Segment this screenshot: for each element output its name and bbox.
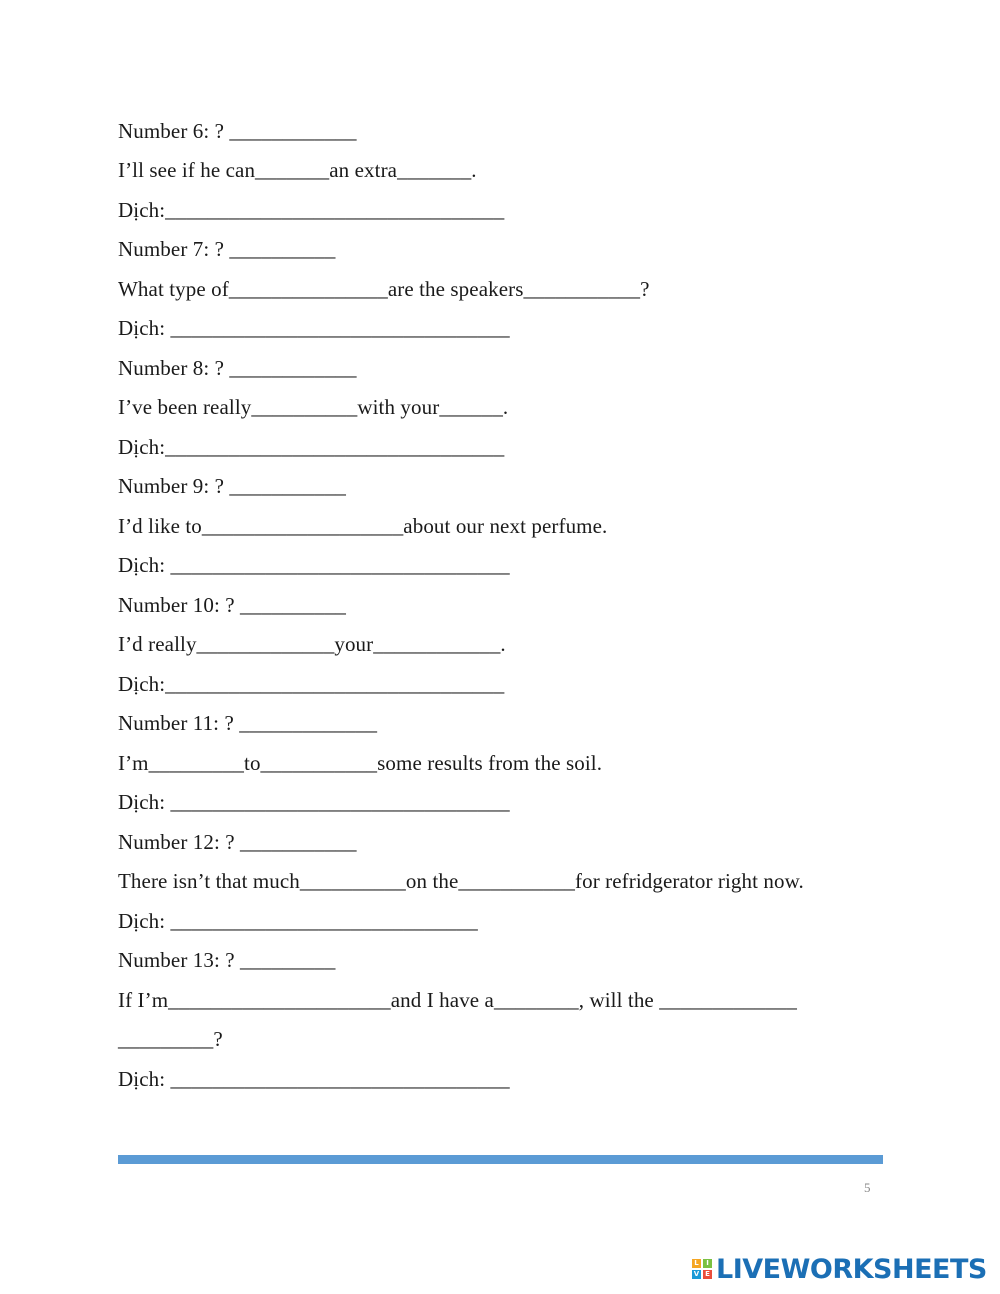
logo-letter-e: E: [703, 1270, 712, 1279]
question-header: Number 6: ? ____________: [118, 119, 357, 143]
liveworksheets-logo: [692, 1254, 987, 1284]
translation-line: Dịch: ________________________________: [118, 1067, 510, 1091]
question-header: Number 12: ? ___________: [118, 830, 357, 854]
translation-line: Dịch:________________________________: [118, 198, 505, 222]
translation-line: Dịch:________________________________: [118, 435, 505, 459]
logo-mark-icon: [692, 1259, 712, 1279]
translation-line: Dịch: ________________________________: [118, 316, 510, 340]
question-header: Number 10: ? __________: [118, 593, 347, 617]
translation-line: Dịch: ________________________________: [118, 553, 510, 577]
sentence-prompt: I’ve been really__________with your______.: [118, 395, 509, 419]
sentence-prompt: I’ll see if he can_______an extra_______.: [118, 158, 477, 182]
sentence-prompt: What type of_______________are the speakers___________?: [118, 277, 650, 301]
translation-line: Dịch:________________________________: [118, 672, 505, 696]
logo-text: LIVEWORKSHEETS: [716, 1253, 987, 1285]
question-header: Number 8: ? ____________: [118, 356, 357, 380]
question-header: Number 13: ? _________: [118, 948, 336, 972]
sentence-prompt-continued: _________?: [118, 1027, 223, 1051]
logo-letter-i: I: [703, 1259, 712, 1268]
logo-letter-l: L: [692, 1259, 701, 1268]
page-number: 5: [864, 1180, 871, 1195]
sentence-prompt: If I’m_____________________and I have a________, will the _____________: [118, 988, 798, 1012]
question-header: Number 9: ? ___________: [118, 474, 347, 498]
translation-line: Dịch: _____________________________: [118, 909, 478, 933]
sentence-prompt: I’m_________to___________some results from the soil.: [118, 751, 603, 775]
question-header: Number 7: ? __________: [118, 237, 336, 261]
question-header: Number 11: ? _____________: [118, 711, 378, 735]
footer-rule: [118, 1155, 883, 1164]
sentence-prompt: I’d like to___________________about our next perfume.: [118, 514, 608, 538]
logo-letter-v: V: [693, 1270, 700, 1278]
sentence-prompt: There isn’t that much__________on the___________for refridgerator right now.: [118, 869, 804, 893]
translation-line: Dịch: ________________________________: [118, 790, 510, 814]
sentence-prompt: I’d really_____________your____________.: [118, 632, 506, 656]
